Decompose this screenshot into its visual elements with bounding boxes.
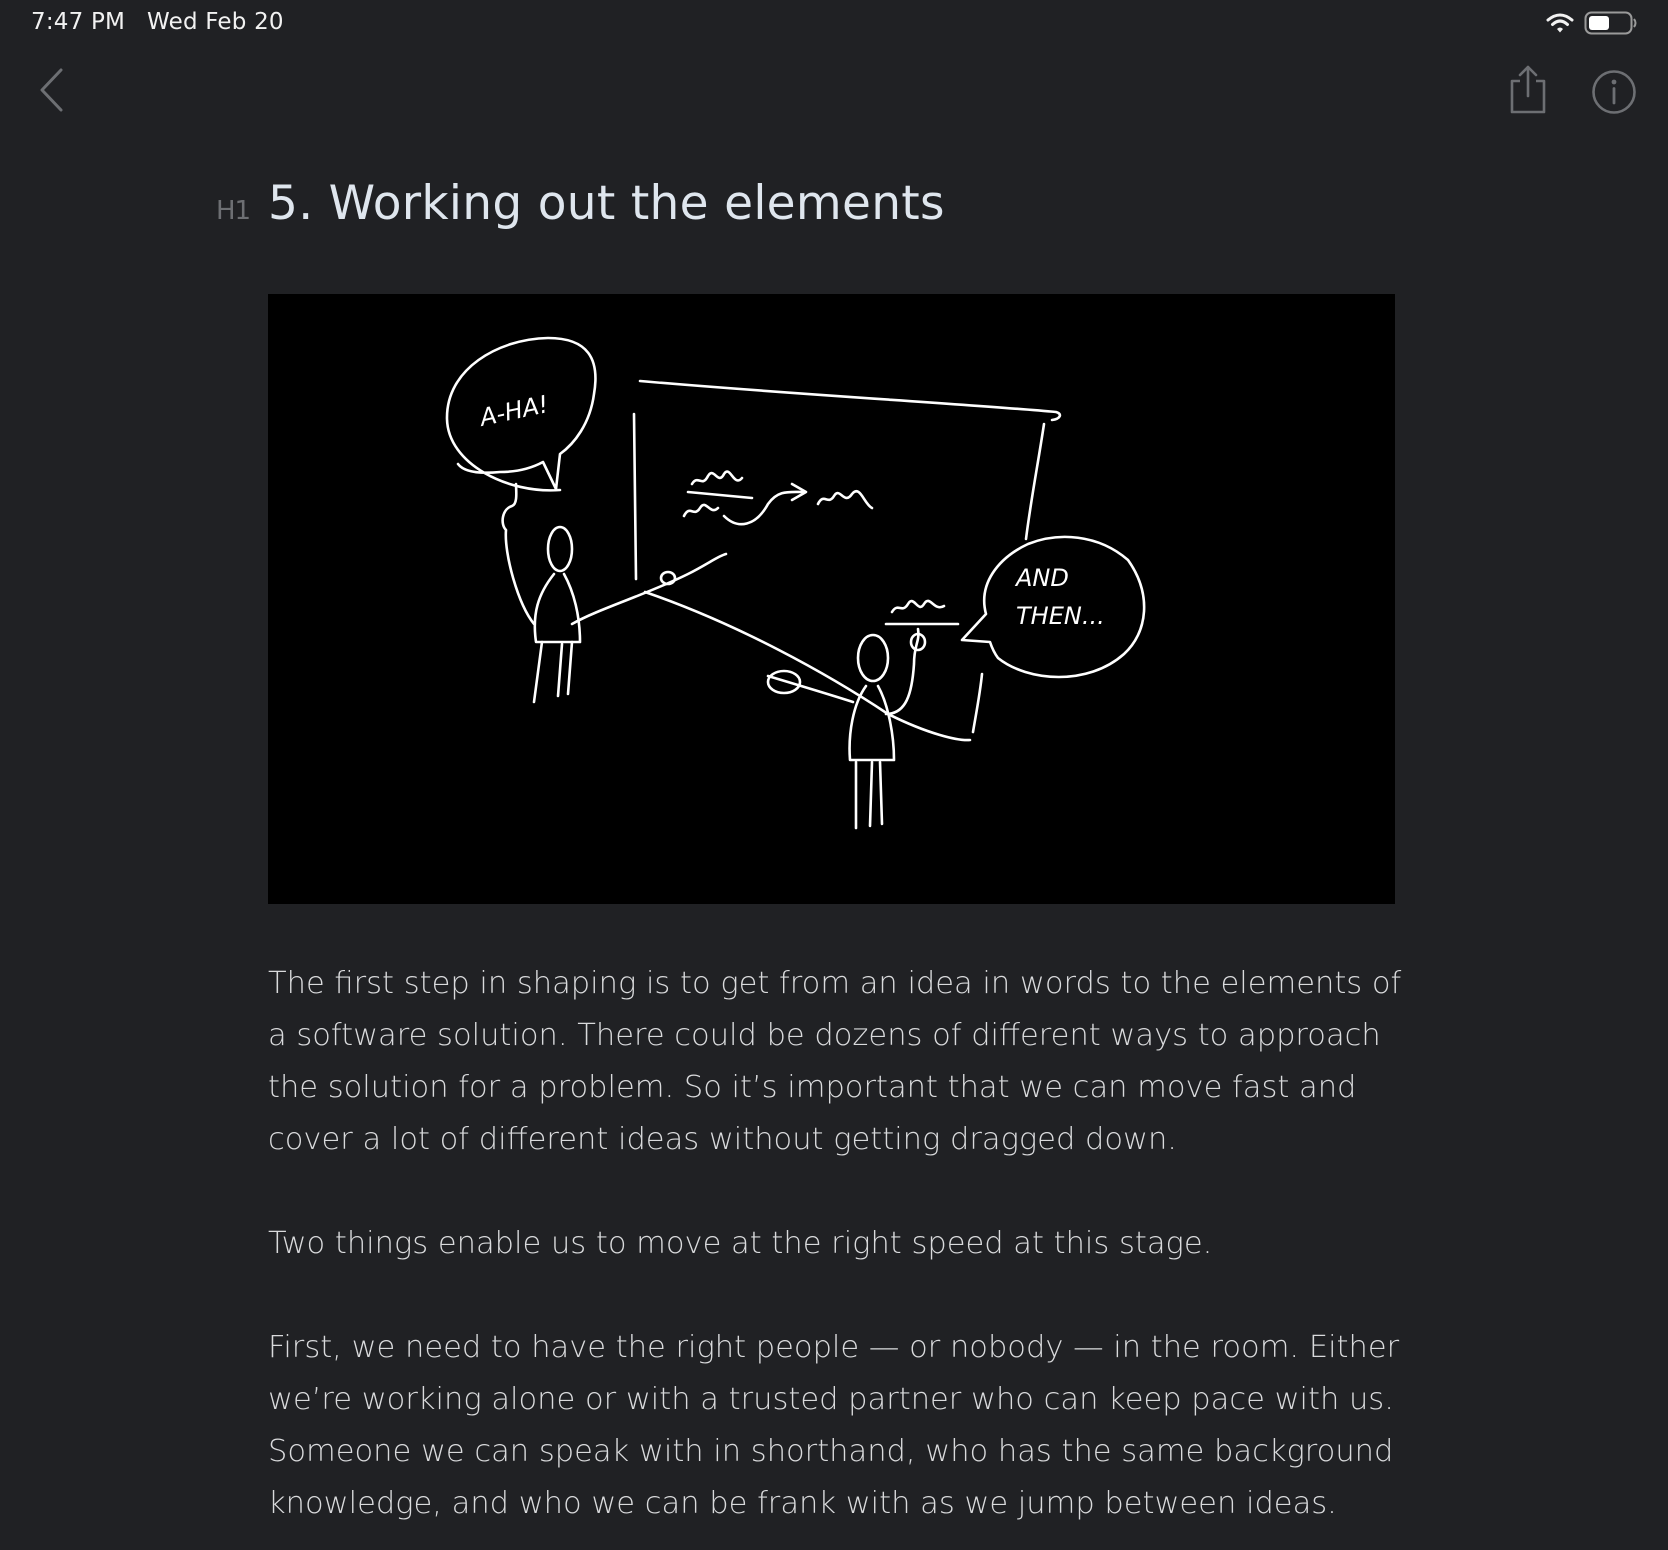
left-person-body: [535, 574, 580, 642]
paragraph: Two things enable us to move at the right speed at this stage.: [268, 1226, 1213, 1261]
left-bubble-label: A-HA!: [477, 390, 551, 432]
scribble-3: [818, 491, 872, 508]
whiteboard-left-edge: [634, 414, 636, 579]
chevron-left-icon: [37, 67, 67, 117]
left-person-head: [548, 527, 572, 571]
left-person-arm-raised: [503, 484, 534, 624]
heading-row: [216, 176, 945, 231]
underline-1: [688, 492, 752, 498]
left-person-legs: [534, 642, 572, 702]
right-person-legs: [856, 762, 882, 828]
scribble-4: [892, 601, 944, 612]
right-person-body: [850, 686, 894, 760]
status-bar: [0, 0, 1668, 48]
scribble-1: [692, 472, 742, 484]
heading-level-marker: H1: [216, 196, 251, 226]
right-bubble-label-line1: AND: [1016, 564, 1069, 592]
whiteboard-sketch: [268, 294, 1395, 904]
whiteboard-right-lower-edge: [973, 674, 982, 732]
paragraph: The first step in shaping is to get from an idea in words to the elements of a software solution. There could be dozens of different ways to approach the solution for a problem. So it’s important that we can move fast and cover a lot of different ideas without getting dragged down.: [268, 966, 1402, 1157]
battery-icon: [1584, 11, 1638, 39]
right-person-arm-down: [768, 676, 853, 702]
article-body: [268, 958, 1408, 1550]
paragraph: First, we need to have the right people — or nobody — in the room. Either we’re working alone or with a trusted partner who can keep pace with us. Someone we can speak with in shorthand, who has the same background knowledge, and who we can be frank with as we jump between ideas.: [268, 1330, 1400, 1521]
back-button[interactable]: [28, 66, 76, 118]
whiteboard-top-edge: [640, 381, 1060, 420]
info-button[interactable]: [1588, 68, 1640, 120]
whiteboard-right-edge: [1026, 424, 1044, 539]
status-time: 7:47 PM: [31, 9, 126, 35]
share-icon: [1508, 64, 1548, 120]
sketch-illustration: [268, 294, 1395, 904]
scribble-2: [684, 505, 718, 516]
page-title: 5. Working out the elements: [268, 176, 945, 231]
status-indicators: [1546, 11, 1638, 39]
right-bubble-label-line2: THEN...: [1016, 602, 1105, 630]
right-person-arm-raised: [886, 629, 918, 714]
whiteboard-bottom-edge: [645, 592, 970, 740]
info-icon: [1591, 69, 1637, 119]
share-button[interactable]: [1500, 64, 1556, 120]
right-person-head: [858, 635, 888, 681]
wifi-icon: [1546, 12, 1574, 38]
status-date: Wed Feb 20: [147, 9, 284, 35]
